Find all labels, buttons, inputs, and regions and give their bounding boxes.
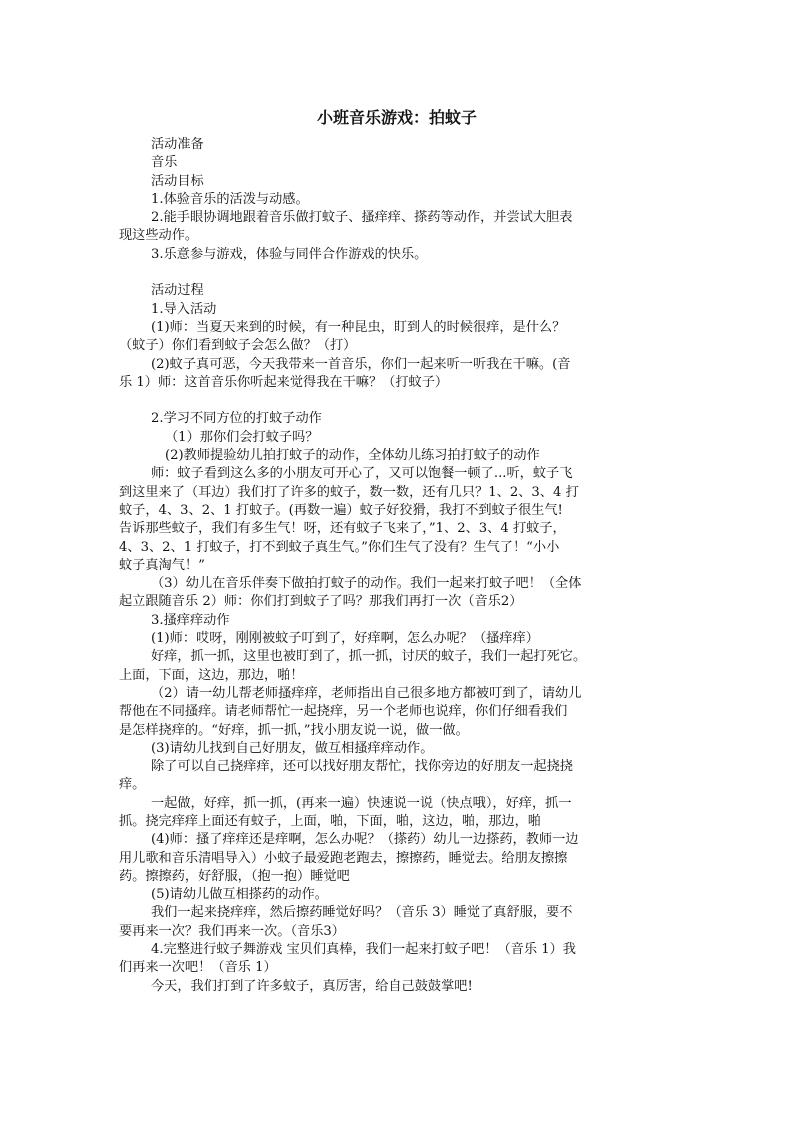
text-line: 一起做，好痒，抓一抓，(再来一遍）快速说一说（快点哦），好痒，抓一 [151,795,572,811]
text-line: 蚊子，4、3、2、1 打蚊子。(再数一遍）蚊子好狡猾，我打不到蚊子很生气! [119,502,563,518]
text-line: 3.乐意参与游戏，体验与同伴合作游戏的快乐。 [151,246,428,262]
text-line: 要再来一次？我们再来一次。（音乐3） [119,923,345,939]
text-line: (1)师：当夏天来到的时候，有一种昆虫，盯到人的时候很痒，是什么？ [151,319,566,335]
text-line: 蚊子真淘气！” [119,557,205,573]
text-line: (1)师：哎呀，刚刚被蚊子叮到了，好痒啊，怎么办呢？（搔痒痒） [151,631,539,647]
text-line: (2)教师提验幼儿拍打蚊子的动作，全体幼儿练习拍打蚊子的动作 [165,448,540,464]
text-line: 抓。挠完痒痒上面还有蚊子，上面，啪，下面，啪，这边，啪，那边，啪 [119,813,541,829]
text-line: (4)师：搔了痒痒还是痒啊，怎么办呢？（搽药）幼儿一边搽药，教师一边 [151,832,579,848]
text-line: 起立跟随音乐 2）师：你们打到蚊子了吗？那我们再打一次（音乐2） [119,594,523,610]
text-line: 到这里来了（耳边）我们打了许多的蚊子，数一数，还有几只？1、2、3、4 打 [119,484,579,500]
text-line: 2.学习不同方位的打蚊子动作 [151,411,322,427]
text-line: 现这些动作。 [119,228,199,244]
text-line: 2.能手眼协调地跟着音乐做打蚊子、搔痒痒、搽药等动作，并尝试大胆表 [151,210,573,226]
text-line: 用儿歌和音乐清唱导入）小蚊子最爱跑老跑去，擦擦药，睡觉去。给朋友擦擦 [119,850,568,866]
text-line: (2)蚊子真可恶，今天我带来一首音乐，你们一起来听一听我在干嘛。(音 [151,356,571,372]
text-line: 告诉那些蚊子，我们有多生气！呀，还有蚊子飞来了，”1、2、3、4 打蚊子， [119,521,566,537]
text-line: 今天，我们打到了许多蚊子，真厉害，给自己鼓鼓掌吧! [151,978,473,994]
text-line: 好痒，抓一抓，这里也被盯到了，抓一抓，讨厌的蚊子，我们一起打死它。 [151,649,587,665]
blank-line [119,264,679,282]
text-line: 活动准备 [151,137,204,152]
text-line: 上面，下面，这边，那边，啪！ [119,667,304,683]
text-line: 帮他在不同搔痒。请老师帮忙一起挠痒，另一个老师也说痒，你们仔细看我们 [119,704,568,720]
text-line: 3.搔痒痒动作 [151,612,230,628]
text-line: (5)请幼儿做互相搽药的动作。 [151,887,328,903]
text-line: 音乐 [151,155,178,171]
text-line: 药。擦擦药，好舒服，（抱一抱）睡觉吧 [119,868,350,884]
document-title: 小班音乐游戏：拍蚊子 [316,108,477,127]
text-line: 1.体验音乐的活泼与动感。 [151,191,309,207]
text-line: 活动目标 [151,173,204,189]
text-line: 除了可以自己挠痒痒，还可以找好朋友帮忙，找你旁边的好朋友一起挠挠 [151,759,573,775]
document-body [119,136,679,996]
text-line: 活动过程 [151,283,204,299]
text-line: （3）幼儿在音乐伴奏下做拍打蚊子的动作。我们一起来打蚊子吧！（全体 [151,576,582,592]
text-line: （蚊子）你们看到蚊子会怎么做？（打） [119,338,357,354]
text-line: 乐 1）师：这首音乐你听起来觉得我在干嘛？（打蚊子） [119,374,449,390]
text-line: 4、3、2、1 打蚊子，打不到蚊子真生气。”你们生气了没有？生气了！“小小 [119,539,560,555]
text-line: 们再来一次吧！（音乐 1） [119,960,277,976]
text-line: 痒。 [119,777,146,793]
text-line: （2）请一幼儿帮老师搔痒痒，老师指出自己很多地方都被叮到了，请幼儿 [151,685,582,701]
text-line: 是怎样挠痒的。“好痒，抓一抓，”找小朋友说一说，做一做。 [119,722,469,738]
text-line: (3)请幼儿找到自己好朋友，做互相搔痒痒动作。 [151,740,434,756]
text-line: 师：蚊子看到这么多的小朋友可开心了，又可以饱餐一顿了...听，蚊子飞 [151,466,573,482]
blank-line [119,392,679,410]
text-line: （1）那你们会打蚊子吗？ [165,429,319,445]
text-line: 我们一起来挠痒痒，然后擦药睡觉好吗？（音乐 3）睡觉了真舒服，要不 [151,905,573,921]
text-line: 4.完整进行蚊子舞游戏 宝贝们真棒，我们一起来打蚊子吧！（音乐 1）我 [151,942,576,958]
text-line: 1.导入活动 [151,301,217,317]
